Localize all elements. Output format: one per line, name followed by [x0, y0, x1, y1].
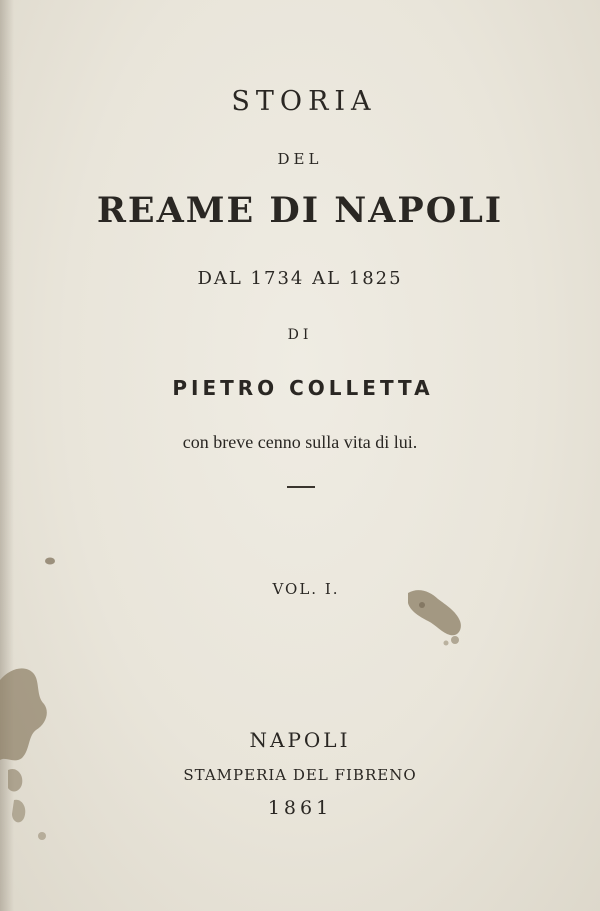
title-line-del: DEL — [277, 150, 323, 168]
main-title: REAME DI NAPOLI — [96, 190, 504, 231]
date-range: DAL 1734 AL 1825 — [197, 268, 403, 289]
volume-label: VOL. I. — [272, 580, 340, 598]
decorative-rule — [287, 486, 315, 488]
imprint-city: NAPOLI — [249, 728, 351, 752]
title-line-storia: STORIA — [231, 86, 377, 117]
foxing-stain-left — [0, 660, 60, 850]
subtitle: con breve cenno sulla vita di lui. — [182, 432, 418, 452]
author-name: PIETRO COLLETTA — [172, 376, 434, 400]
imprint-printer: STAMPERIA DEL FIBRENO — [183, 766, 417, 784]
small-spot — [44, 556, 56, 566]
by-line: DI — [287, 327, 313, 343]
imprint-year: 1861 — [267, 797, 333, 819]
foxing-stain-right — [400, 585, 470, 650]
